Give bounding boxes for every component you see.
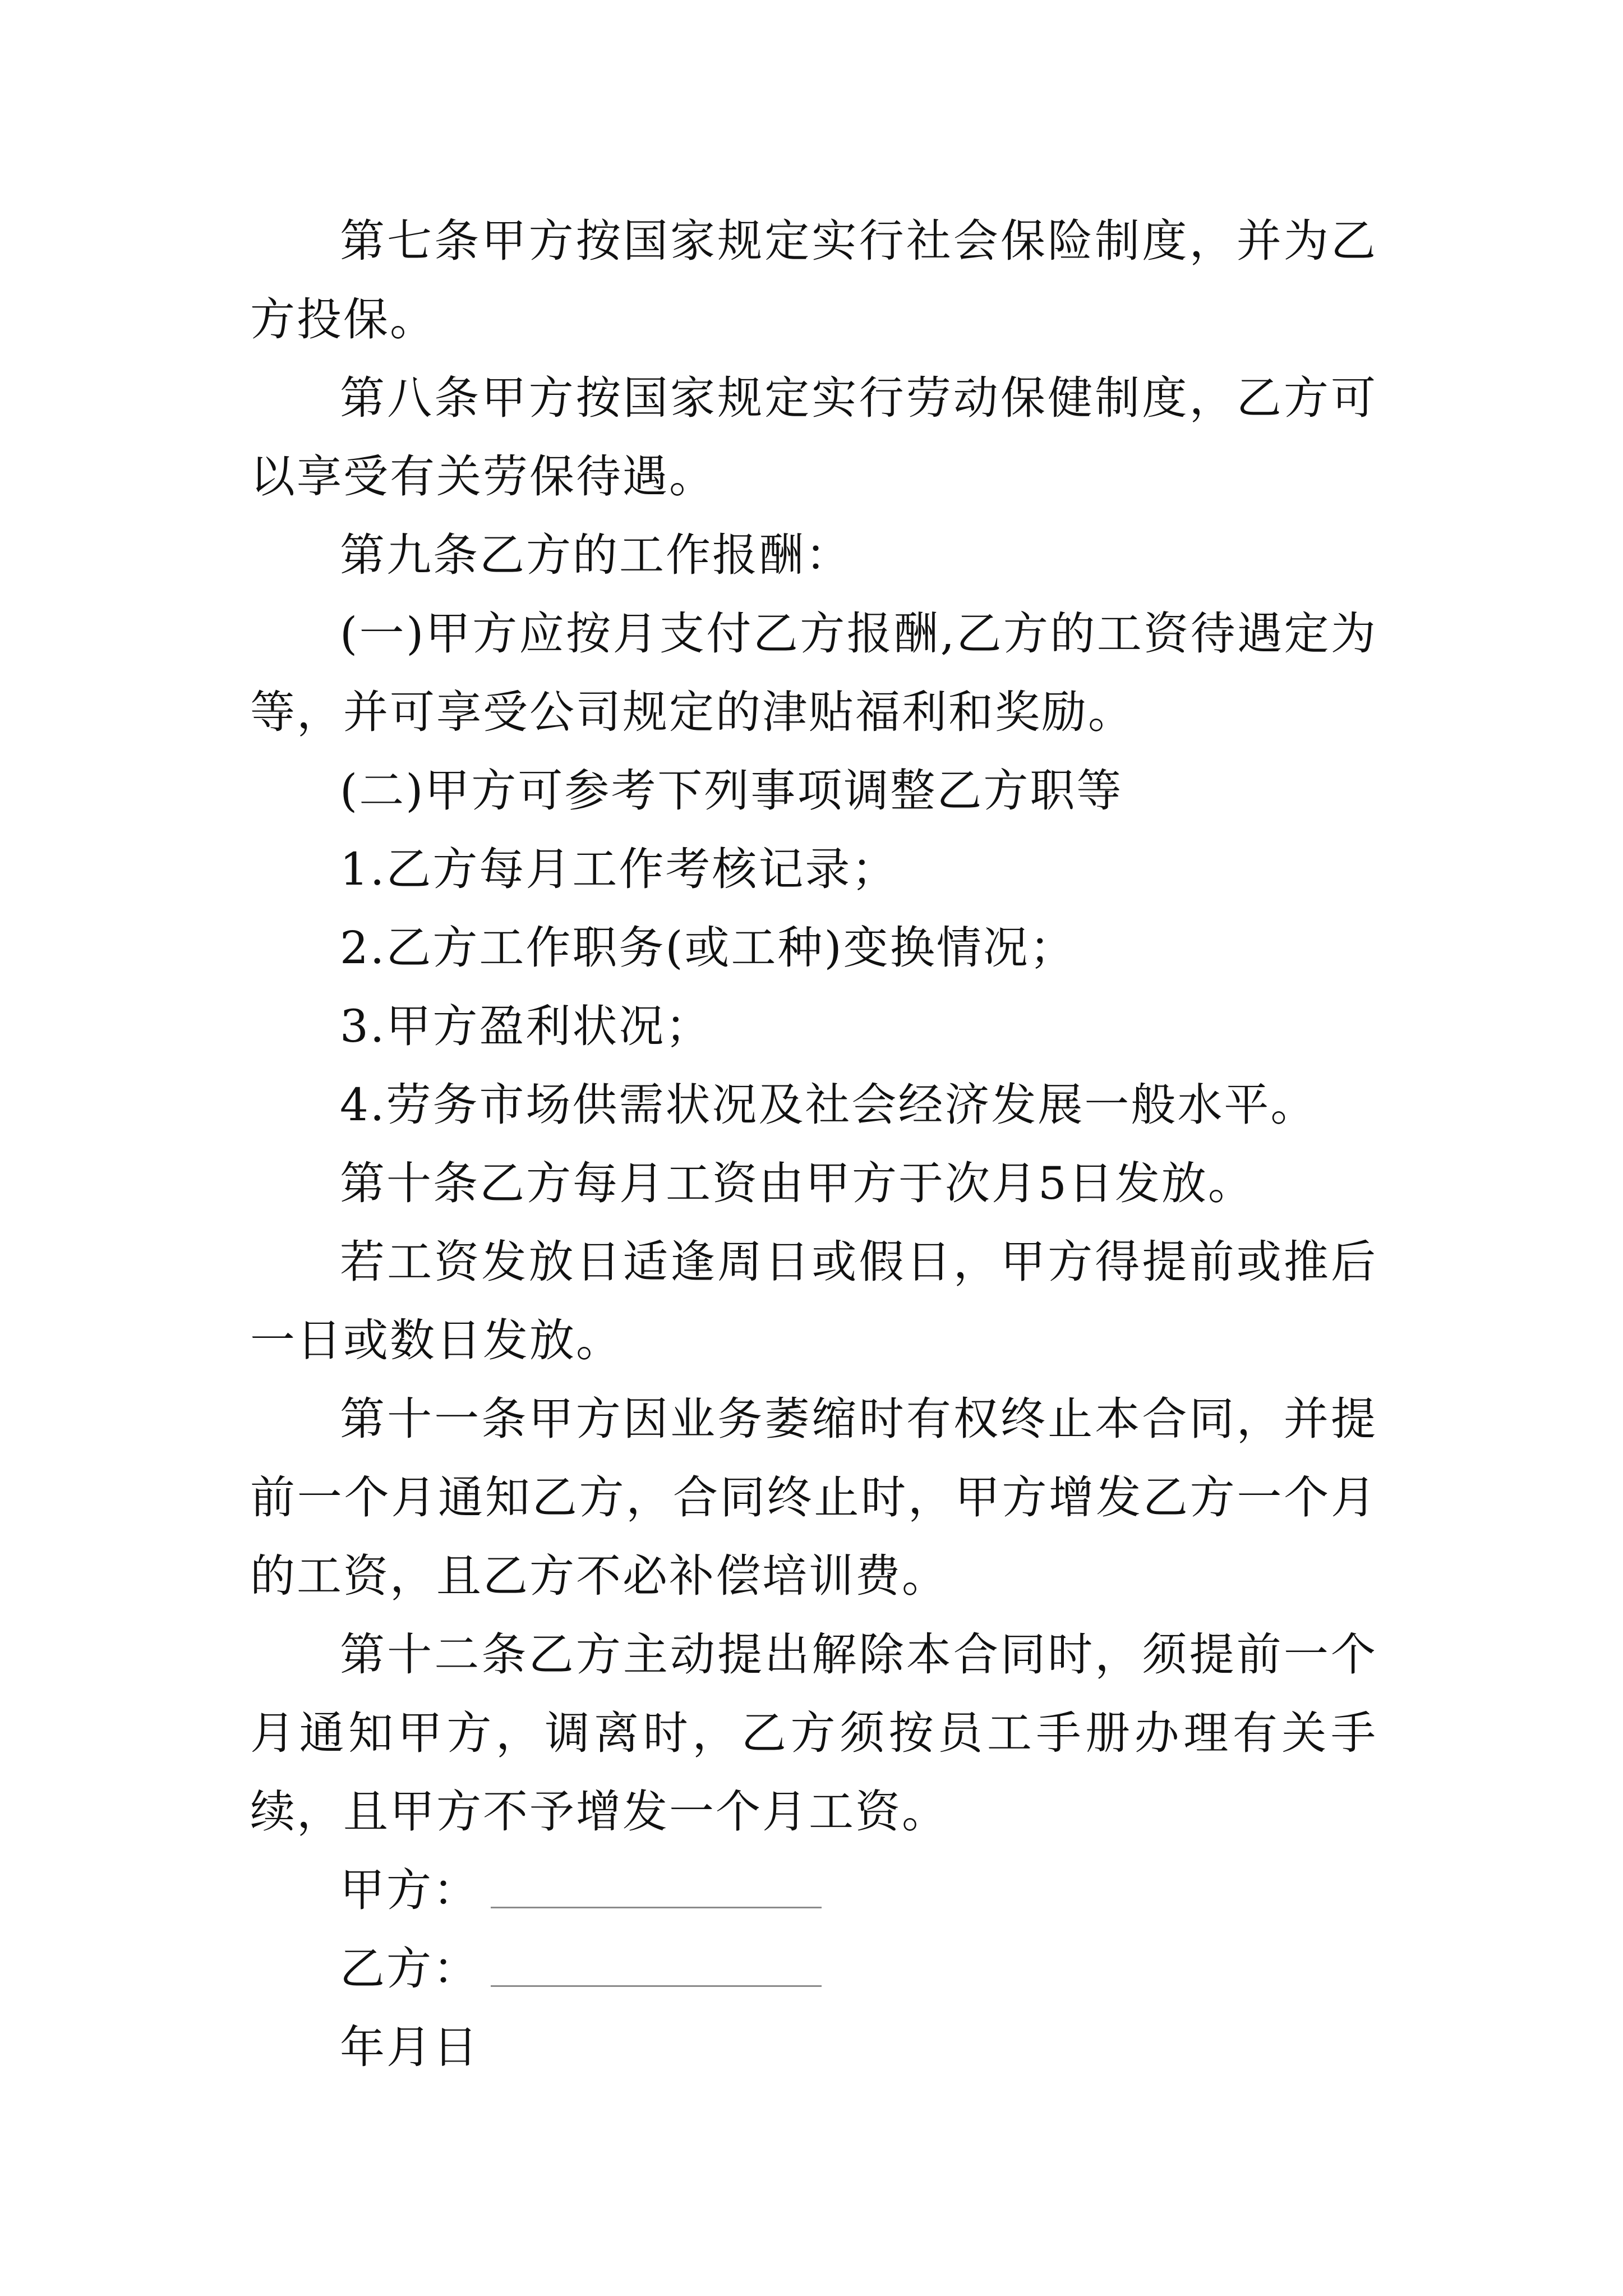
date-label: 年月日	[340, 2021, 479, 2073]
signing-date	[250, 2008, 1377, 2087]
adjustment-factor-3: 3.甲方盈利状况；	[340, 1000, 712, 1052]
clause-12: 第十二条乙方主动提出解除本合同时，须提前一个月通知甲方，调离时，乙方须按员工手册办理有关手续，且甲方不予增发一个月工资。	[250, 1628, 1377, 1838]
clause-11: 第十一条甲方因业务萎缩时有权终止本合同，并提前一个月通知乙方，合同终止时，甲方增发乙方一个月的工资，且乙方不必补偿培训费。	[250, 1393, 1377, 1602]
clause-10-holiday: 若工资发放日适逢周日或假日，甲方得提前或推后一日或数日发放。	[250, 1236, 1377, 1366]
clause-9-item-2: (二)甲方可参考下列事项调整乙方职等	[340, 765, 1123, 817]
party-b-signature-blank	[491, 1952, 822, 1987]
clause-10: 第十条乙方每月工资由甲方于次月5日发放。	[340, 1157, 1255, 1209]
adjustment-factor-2: 2.乙方工作职务(或工种)变换情况；	[340, 922, 1076, 974]
clause-8: 第八条甲方按国家规定实行劳动保健制度，乙方可以享受有关劳保待遇。	[250, 372, 1377, 503]
clause-9-heading: 第九条乙方的工作报酬：	[340, 529, 852, 581]
adjustment-factor-1: 1.乙方每月工作考核记录；	[340, 843, 898, 895]
party-a-signature	[250, 1851, 1377, 1930]
party-b-label: 乙方：	[340, 1943, 479, 1995]
contract-body	[250, 202, 1377, 2087]
party-a-signature-blank	[491, 1873, 822, 1908]
clause-7: 第七条甲方按国家规定实行社会保险制度，并为乙方投保。	[250, 215, 1377, 346]
party-b-signature	[250, 1930, 1377, 2008]
party-a-label: 甲方：	[340, 1864, 479, 1916]
clause-9-item-1: (一)甲方应按月支付乙方报酬,乙方的工资待遇定为等，并可享受公司规定的津贴福利和奖励。	[250, 608, 1377, 738]
adjustment-factor-4: 4.劳务市场供需状况及社会经济发展一般水平。	[340, 1079, 1317, 1131]
